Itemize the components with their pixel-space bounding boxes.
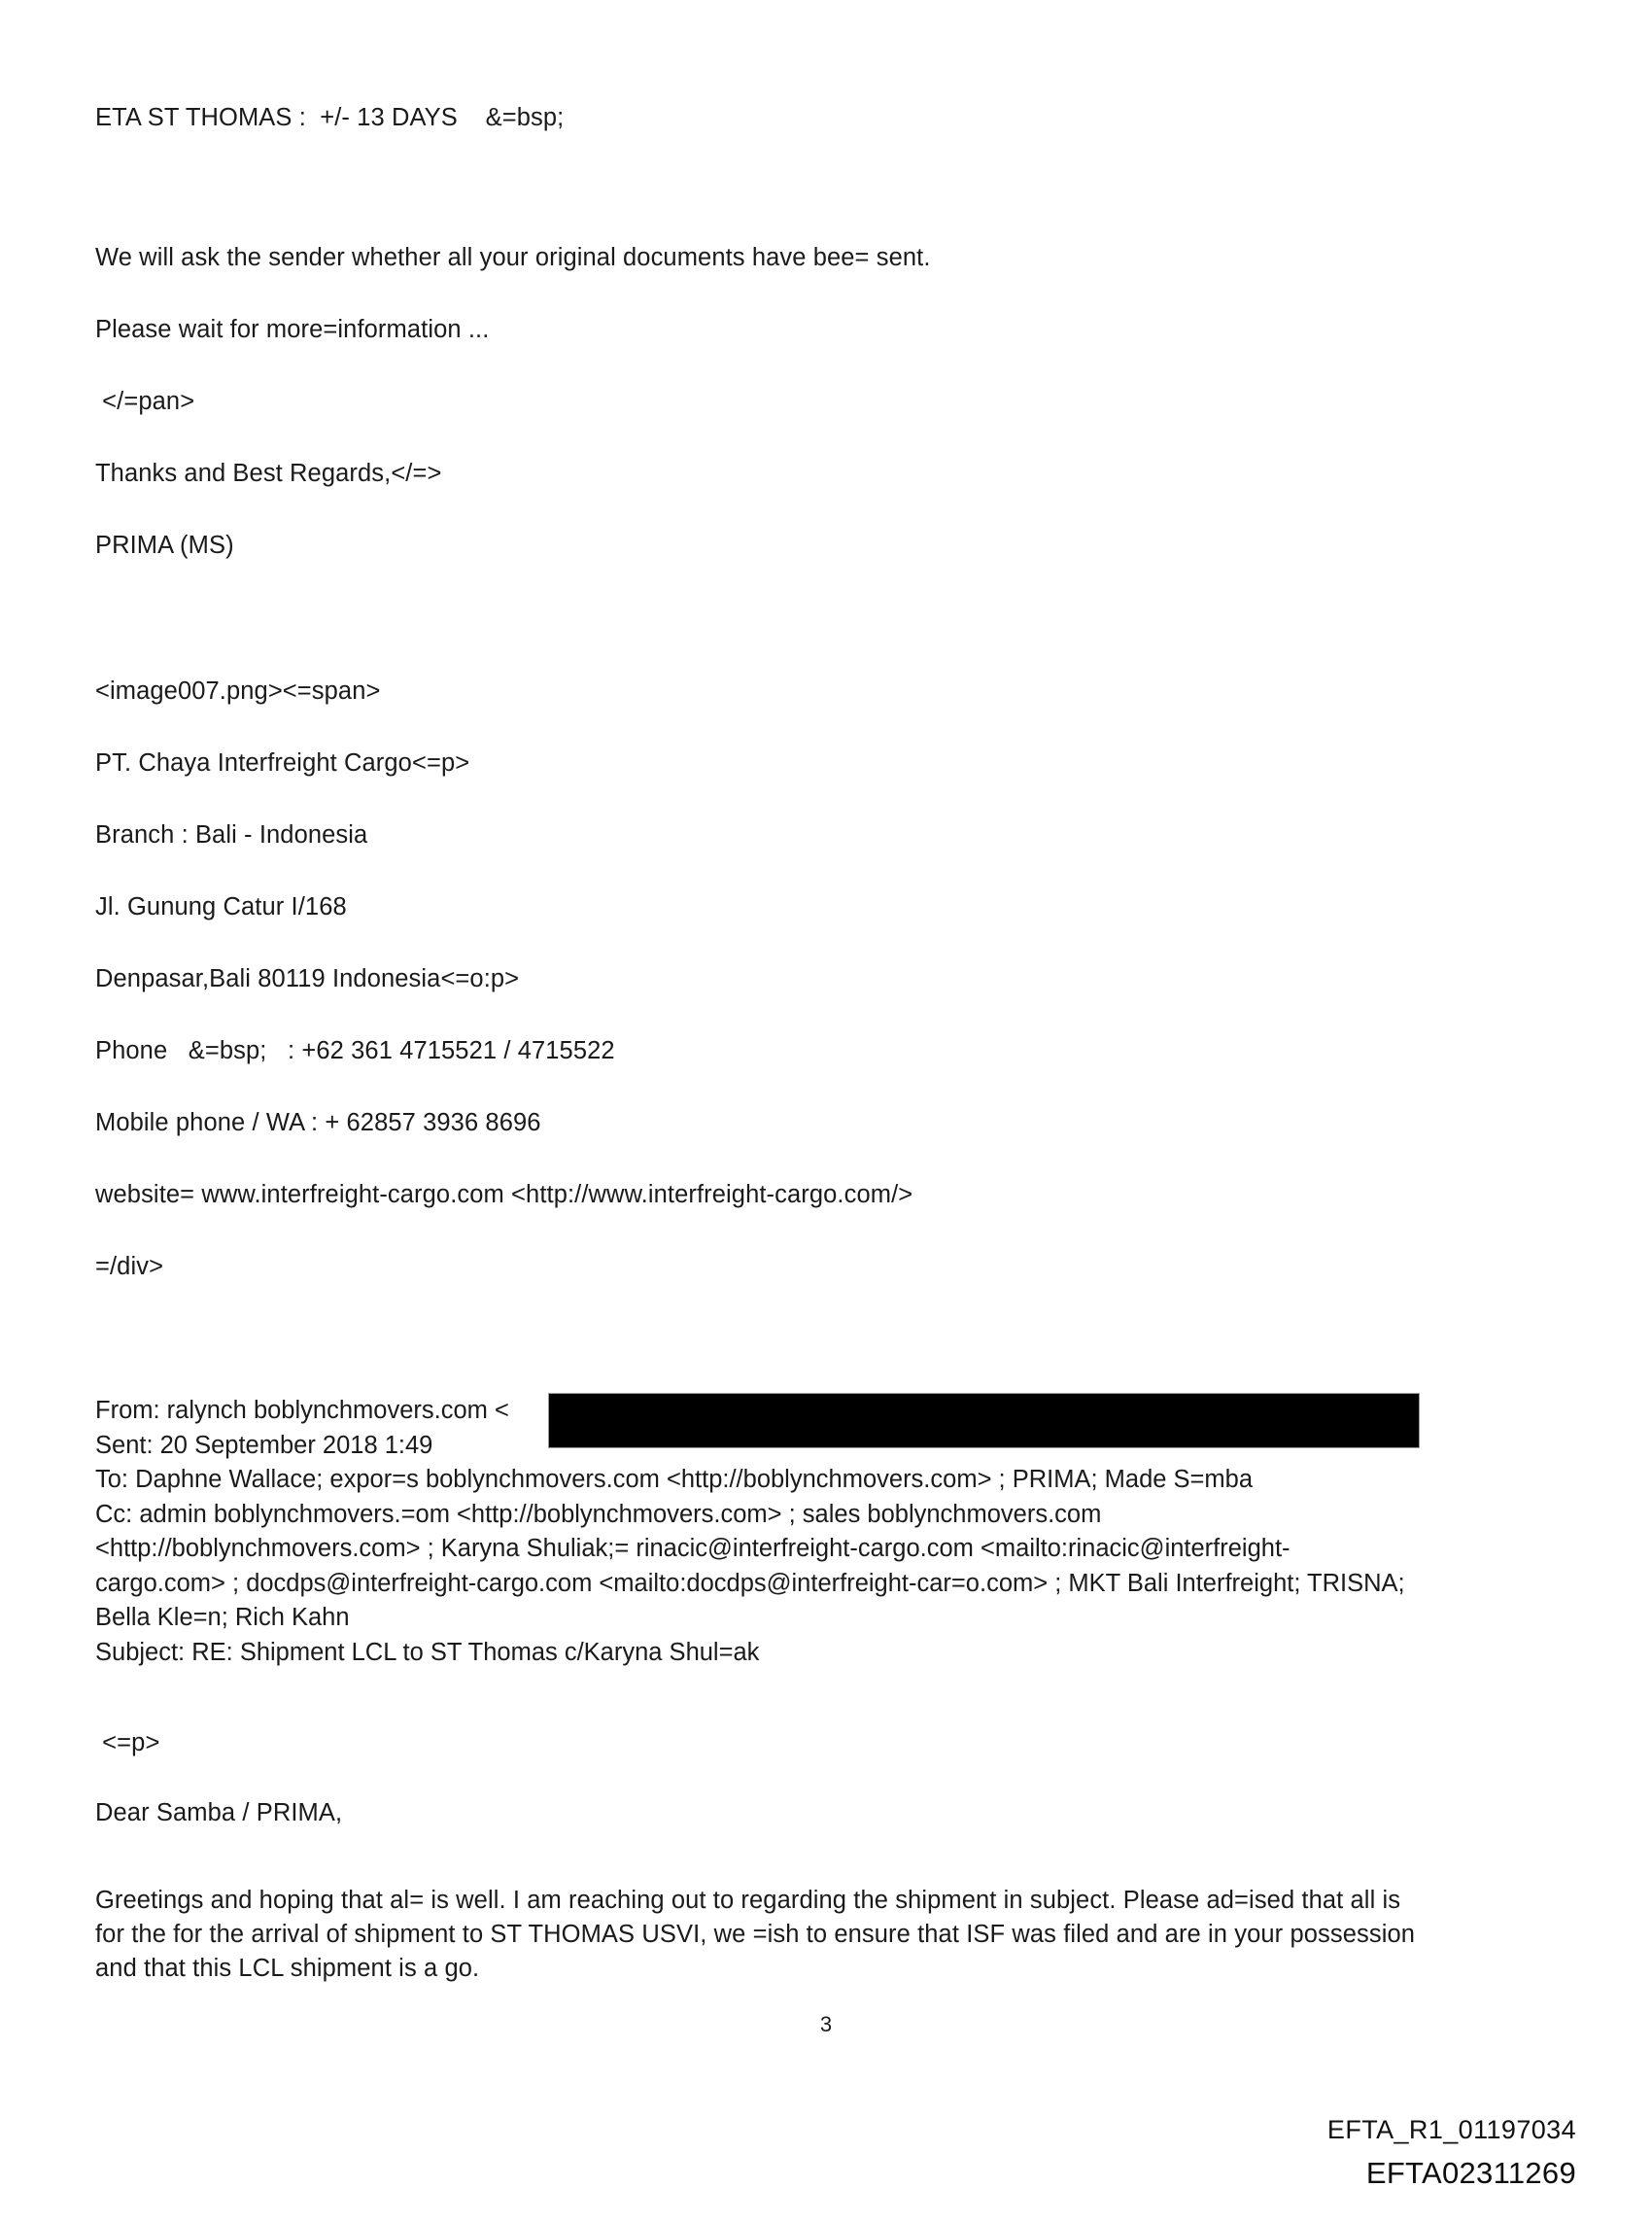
signer-name: PRIMA (MS) xyxy=(95,532,234,559)
header-to: To: Daphne Wallace; expor=s boblynchmovers.com <http://boblynchmovers.com> ; PRIMA; Made S=mba xyxy=(95,1466,1254,1493)
message-body-line-1: We will ask the sender whether all your original documents have bee= sent. xyxy=(95,244,931,271)
header-cc-line-3: cargo.com> ; docdps@interfreight-cargo.com <mailto:docdps@interfreight-car=o.com> ; MKT Bali Interfreight; TRISNA; xyxy=(95,1569,1405,1597)
body-paragraph-line-2: for the for the arrival of shipment to ST THOMAS USVI, we =ish to ensure that ISF was filed and are in your possession xyxy=(95,1921,1416,1948)
signature-image-tag: <image007.png><=span> xyxy=(95,677,381,705)
signature-closing-tag: =/div> xyxy=(95,1253,164,1280)
body-markup-tag: <=p> xyxy=(95,1729,160,1756)
signature-city: Denpasar,Bali 80119 Indonesia<=o:p> xyxy=(95,965,520,992)
body-paragraph-line-1: Greetings and hoping that al= is well. I am reaching out to regarding the shipment in subject. Please ad=ised that all is xyxy=(95,1887,1401,1914)
bates-stamp-upper: EFTA_R1_01197034 xyxy=(1326,2115,1576,2144)
eta-line: ETA ST THOMAS : +/- 13 DAYS &=bsp; xyxy=(95,104,565,131)
body-salutation: Dear Samba / PRIMA, xyxy=(95,1799,343,1826)
header-from: From: ralynch boblynchmovers.com < xyxy=(95,1397,509,1424)
signature-company: PT. Chaya Interfreight Cargo<=p> xyxy=(95,749,470,777)
signature-website: website= www.interfreight-cargo.com <http://www.interfreight-cargo.com/> xyxy=(95,1181,913,1208)
page-number: 3 xyxy=(819,2012,833,2036)
bates-stamp-lower: EFTA02311269 xyxy=(1365,2156,1576,2190)
closing-salutation: Thanks and Best Regards,</=> xyxy=(95,460,442,487)
message-body-line-2: Please wait for more=information ... xyxy=(95,316,490,343)
header-sent: Sent: 20 September 2018 1:49 xyxy=(95,1431,433,1459)
redaction-bar-sender-email xyxy=(549,1394,1419,1447)
body-paragraph-line-3: and that this LCL shipment is a go. xyxy=(95,1955,480,1982)
signature-mobile: Mobile phone / WA : + 62857 3936 8696 xyxy=(95,1109,541,1136)
signature-branch: Branch : Bali - Indonesia xyxy=(95,821,368,849)
header-subject: Subject: RE: Shipment LCL to ST Thomas c/Karyna Shul=ak xyxy=(95,1638,760,1666)
signature-phone: Phone &=bsp; : +62 361 4715521 / 4715522 xyxy=(95,1037,615,1064)
header-cc-line-2: <http://boblynchmovers.com> ; Karyna Shuliak;= rinacic@interfreight-cargo.com <mailto:rinacic@interfreight- xyxy=(95,1535,1291,1562)
markup-tag-pan: </=pan> xyxy=(95,388,195,415)
signature-street: Jl. Gunung Catur I/168 xyxy=(95,893,347,920)
header-cc-line-4: Bella Kle=n; Rich Kahn xyxy=(95,1604,350,1631)
header-cc-line-1: Cc: admin boblynchmovers.=om <http://boblynchmovers.com> ; sales boblynchmovers.com xyxy=(95,1500,1102,1528)
